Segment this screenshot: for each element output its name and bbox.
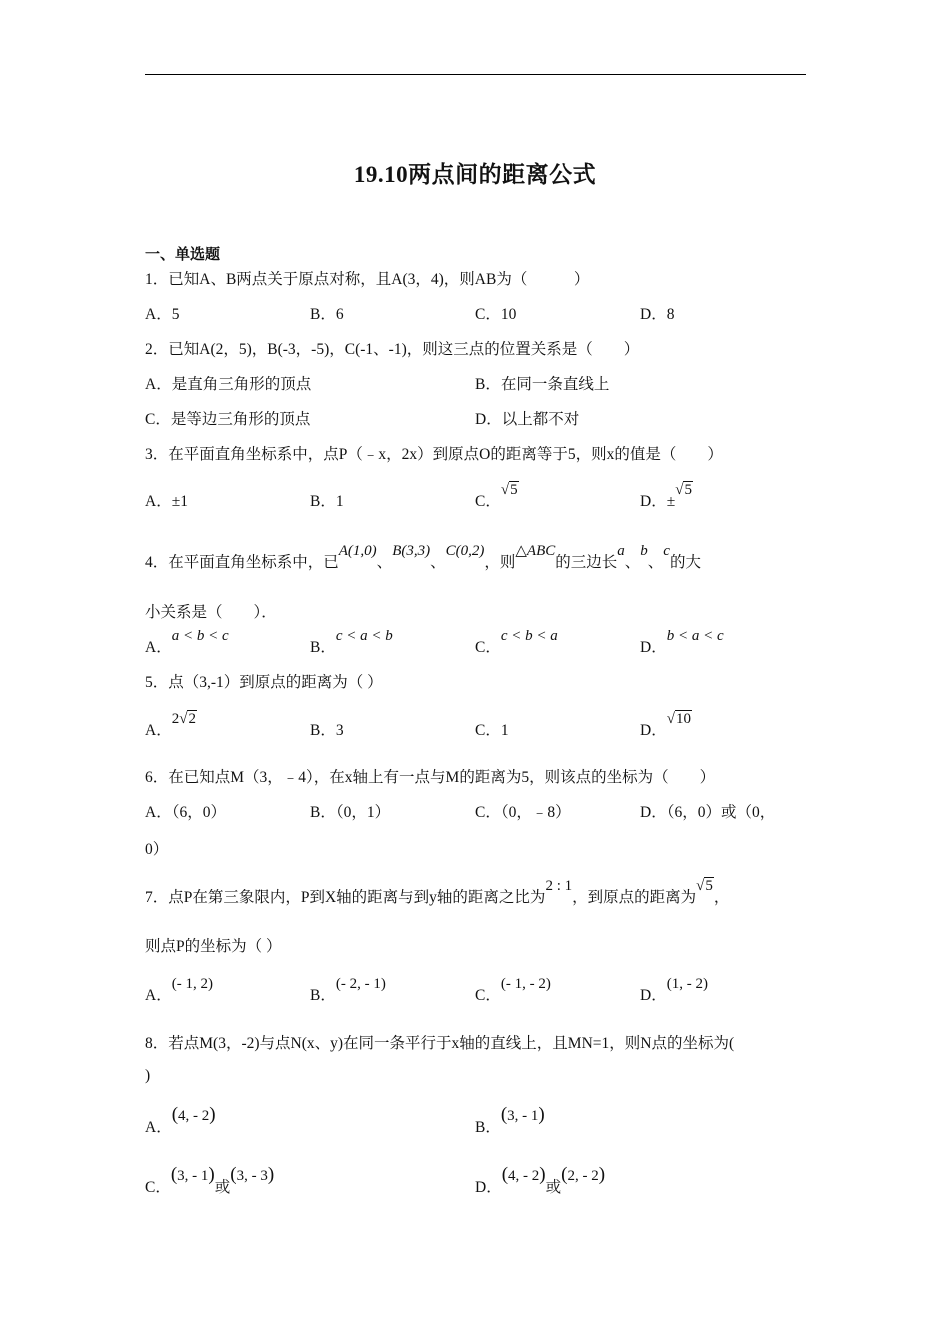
question-1-option-d: D．8 [640,306,675,323]
question-8-stem-cont: ) [145,1067,151,1084]
point-b: B(3,3) [392,543,431,559]
question-2-option-b: B．在同一条直线上 [475,376,610,393]
question-7-stem-cont: 则点P的坐标为（ ） [145,938,282,955]
option-label: A． [145,1119,172,1136]
separator: 、 [430,554,446,571]
stem-text: 的大 [669,554,701,571]
section-heading: 一、单选题 [145,247,221,263]
question-4-option-d [640,628,724,657]
option-value: 3, - 3 [236,1168,268,1184]
question-1-option-b: B．6 [310,306,344,323]
option-value: c < a < b [335,628,393,644]
question-7-option-b [310,976,386,1005]
triangle-symbol: △ABC [515,543,556,559]
option-value: a < b < c [171,628,229,644]
question-6-option-a: A．（6，0） [145,804,226,821]
sqrt-expression: √10 [666,711,691,727]
question-4-option-c [475,628,558,657]
question-8-stem: 8．若点M(3，-2)与点N(x、y)在同一条平行于x轴的直线上，且MN=1，则N点的坐标为( [145,1035,735,1052]
question-2-stem: 2．已知A(2，5)，B(-3，-5)，C(-1、-1)，则这三点的位置关系是（ ） [145,341,640,358]
or-text: 或 [545,1179,562,1196]
option-label: A． [145,722,172,739]
question-5-stem: 5．点（3,-1）到原点的距离为（ ） [145,674,383,691]
question-2-option-d: D．以上都不对 [475,411,580,428]
sqrt-expression: √5 [696,878,713,894]
option-label: C． [145,1179,171,1196]
separator: 、 [376,554,393,571]
side-b: b [640,543,648,559]
option-value: 4, - 2 [178,1108,210,1124]
ratio: 2 : 1 [545,878,573,894]
question-7-option-d [640,976,708,1005]
stem-text: 的三边长 [555,554,618,571]
option-label: C． [475,493,501,510]
option-label: B． [310,987,336,1004]
option-label: A． [145,639,172,656]
question-5-option-d [640,711,692,740]
radicand: 5 [705,878,713,894]
option-value: 4, - 2 [508,1168,540,1184]
question-2-option-c: C．是等边三角形的顶点 [145,411,311,428]
option-label: A． [145,987,172,1004]
question-1-option-a: A．5 [145,306,180,323]
option-value: b < a < c [666,628,724,644]
option-value: 2, - 2 [567,1168,599,1184]
option-label: D．± [640,493,676,510]
question-3-option-b: B．1 [310,493,344,510]
stem-text: 4．在平面直角坐标系中，已 [145,554,339,571]
option-label: D． [475,1179,502,1196]
question-6-option-b: B．（0，1） [310,804,391,821]
option-label: D． [640,987,667,1004]
question-5-option-a [145,711,197,740]
question-6-option-d: D．（6，0）或（0， [640,804,776,821]
question-3-option-c [475,482,519,511]
or-text: 或 [214,1179,231,1196]
option-value: (- 2, - 1) [335,976,386,992]
question-8-option-d: D．(4, - 2)或(2, - 2) [475,1164,606,1196]
question-6-stem: 6．在已知点M（3，﹣4），在x轴上有一点与M的距离为5，则该点的坐标为（ ） [145,769,716,786]
coefficient: 2 [171,711,180,727]
question-5-option-c: C．1 [475,722,509,739]
question-3-stem: 3．在平面直角坐标系中，点P（﹣x，2x）到原点O的距离等于5，则x的值是（ ） [145,446,723,463]
radicand: 2 [188,711,196,727]
question-6-option-c: C．（0，﹣8） [475,804,571,821]
option-value: 3, - 1 [177,1168,209,1184]
separator: 、 [647,554,664,571]
question-3-option-d [640,482,693,511]
point-a: A(1,0) [338,543,377,559]
question-7-option-a [145,976,213,1005]
option-label: B． [310,639,336,656]
option-label: D． [640,722,667,739]
option-value: 3, - 1 [507,1108,539,1124]
option-value: (1, - 2) [666,976,708,992]
option-label: B． [475,1119,501,1136]
question-4-option-a [145,628,229,657]
point-c: C(0,2) [445,543,485,559]
question-4-option-b [310,628,393,657]
radicand: 10 [675,711,691,727]
question-1-option-c: C．10 [475,306,517,323]
question-5-option-b: B．3 [310,722,344,739]
sqrt-expression: √5 [500,482,518,498]
side-a: a [617,543,625,559]
question-8-option-c: C．(3, - 1)或(3, - 3) [145,1164,275,1196]
option-label: C． [475,987,501,1004]
question-4-stem [145,543,701,572]
radicand: 5 [510,482,518,498]
option-value: (- 1, 2) [171,976,213,992]
page-title: 19.10两点间的距离公式 [353,162,597,187]
question-8-option-a: A．(4, - 2) [145,1104,216,1136]
question-7-stem [145,878,730,907]
stem-text: 7．点P在第三象限内，P到X轴的距离与到y轴的距离之比为 [145,889,546,906]
side-c: c [663,543,670,559]
question-2-option-a: A．是直角三角形的顶点 [145,376,312,393]
option-label: C． [475,639,501,656]
stem-text: ，则 [484,554,516,571]
question-1-stem: 1．已知A、B两点关于原点对称，且A(3，4)，则AB为（ ） [145,271,590,288]
header-rule [145,74,806,75]
stem-text: ，到原点的距离为 [572,889,697,906]
radicand: 5 [684,482,692,498]
stem-text: ， [713,889,730,906]
question-7-option-c [475,976,551,1005]
separator: 、 [624,554,641,571]
option-value: c < b < a [500,628,558,644]
question-3-option-a: A．±1 [145,493,188,510]
question-8-option-b: B．(3, - 1) [475,1104,545,1136]
option-label: D． [640,639,667,656]
sqrt-expression: √5 [675,482,692,498]
sqrt-expression: 2√2 [171,711,196,727]
option-value: (- 1, - 2) [500,976,551,992]
question-6-option-d-cont: 0） [145,841,169,858]
question-4-stem-cont: 小关系是（ ）． [145,604,277,621]
